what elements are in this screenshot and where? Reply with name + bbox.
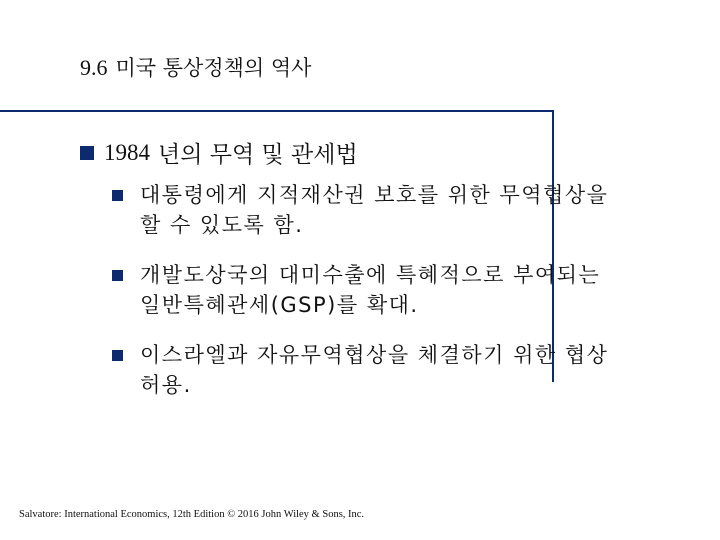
bullet-square-icon: [112, 270, 123, 281]
sub-bullet-line: 할 수 있도록 함.: [140, 213, 304, 237]
sub-bullet-line: 일반특혜관세(GSP)를 확대.: [140, 293, 419, 317]
sub-bullet-item: [112, 260, 712, 320]
sub-bullet-item: [112, 180, 712, 240]
sub-bullet-line: 이스라엘과 자유무역협상을 체결하기 위한 협상: [140, 343, 609, 367]
sub-bullet-list: [112, 180, 712, 420]
sub-bullet-line: 개발도상국의 대미수출에 특혜적으로 부여되는: [140, 263, 601, 287]
main-bullet: [80, 136, 358, 169]
main-bullet-year: 1984: [104, 139, 150, 165]
main-bullet-text: 년의 무역 및 관세법: [158, 142, 358, 168]
sub-bullet-line: 대통령에게 지적재산권 보호를 위한 무역협상을: [140, 183, 609, 207]
footer-citation: Salvatore: International Economics, 12th Edition © 2016 John Wiley & Sons, Inc.: [19, 509, 365, 520]
bullet-square-icon: [112, 190, 123, 201]
bullet-square-icon: [80, 146, 94, 160]
section-number: 9.6: [80, 55, 108, 80]
title-text: 미국 통상정책의 역사: [115, 56, 312, 80]
sub-bullet-line: 허용.: [140, 373, 192, 397]
sub-bullet-item: [112, 340, 712, 400]
bullet-square-icon: [112, 350, 123, 361]
slide-title: [80, 52, 311, 82]
